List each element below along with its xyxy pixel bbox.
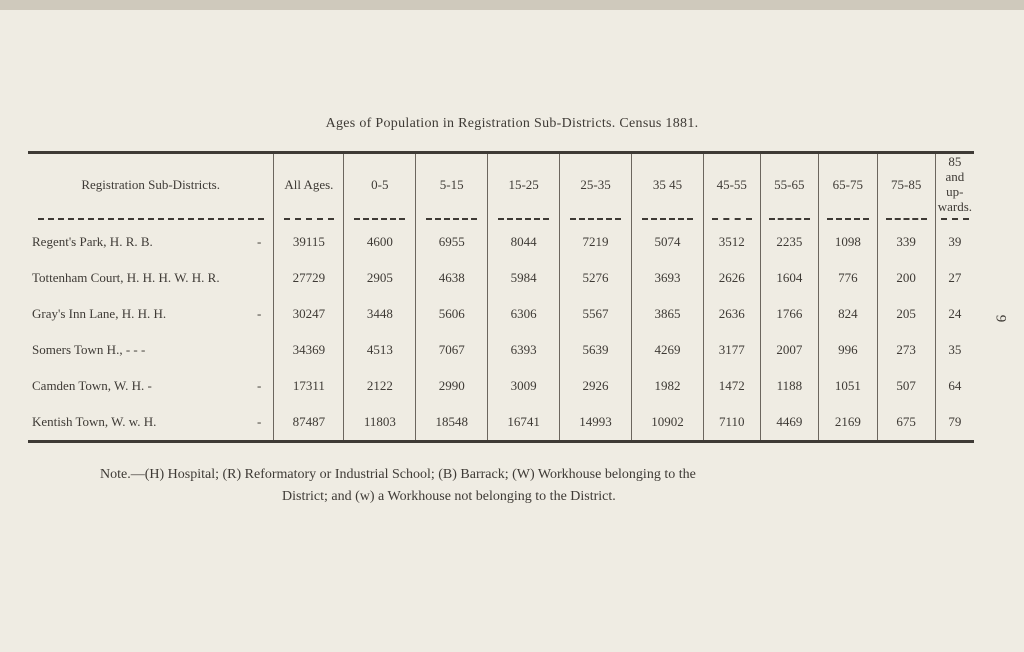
sub-district-name [28, 296, 274, 332]
table-cell: 4513 [344, 332, 416, 368]
table-title: Ages of Population in Registration Sub-Districts. Census 1881. [325, 116, 699, 131]
dash-rule [642, 218, 693, 220]
table-cell: 39115 [274, 224, 344, 260]
sub-district-label: Gray's Inn Lane, H. H. H. [32, 306, 167, 321]
header-age-0-5: 0-5 [344, 153, 416, 215]
leader-dash: - [257, 234, 262, 249]
table-cell: 507 [877, 368, 935, 404]
sub-district-name [28, 332, 274, 368]
table-cell: 8044 [488, 224, 560, 260]
table-cell: 11803 [344, 404, 416, 442]
sub-district-label: Kentish Town, W. w. H. [32, 414, 157, 429]
header-all-ages: All Ages. [274, 153, 344, 215]
dash-rule [426, 218, 477, 220]
table-cell: 1472 [703, 368, 760, 404]
dash-rule [941, 218, 969, 220]
table-cell: 776 [819, 260, 878, 296]
sub-district-label: Tottenham Court, H. H. H. W. H. R. [32, 270, 220, 285]
sub-district-name [28, 404, 274, 442]
table-cell: 7110 [703, 404, 760, 442]
table-cell: 4269 [631, 332, 703, 368]
leader-dash: - [257, 414, 262, 429]
table-cell: 24 [935, 296, 974, 332]
header-age-65-75: 65-75 [819, 153, 878, 215]
table-cell: 6393 [488, 332, 560, 368]
dash-rule [354, 218, 405, 220]
header-age-45-55: 45-55 [703, 153, 760, 215]
footnote-line-1: Note.—(H) Hospital; (R) Reformatory or Industrial School; (B) Barrack; (W) Workhouse belonging to the [100, 467, 696, 482]
table-cell: 2990 [416, 368, 488, 404]
header-age-55-65: 55-65 [760, 153, 819, 215]
table-cell: 205 [877, 296, 935, 332]
dash-rule [886, 218, 927, 220]
table-row [28, 224, 974, 260]
dash-rule [38, 218, 264, 220]
table-cell: 3009 [488, 368, 560, 404]
dash-rule [769, 218, 810, 220]
table-cell: 10902 [631, 404, 703, 442]
table-cell: 17311 [274, 368, 344, 404]
table-cell: 2122 [344, 368, 416, 404]
sub-district-label: Camden Town, W. H. - [32, 378, 152, 393]
leader-dash: - [257, 306, 262, 321]
table-cell: 200 [877, 260, 935, 296]
table-cell: 18548 [416, 404, 488, 442]
table-cell: 5984 [488, 260, 560, 296]
header-sub-district: Registration Sub-Districts. [28, 153, 274, 215]
table-cell: 2235 [760, 224, 819, 260]
dash-rule [570, 218, 621, 220]
dash-rule [827, 218, 868, 220]
table-cell: 27 [935, 260, 974, 296]
table-cell: 2169 [819, 404, 878, 442]
table-cell: 6306 [488, 296, 560, 332]
table-cell: 5074 [631, 224, 703, 260]
table-cell: 996 [819, 332, 878, 368]
header-age-35-45: 35 45 [631, 153, 703, 215]
table-cell: 5567 [560, 296, 632, 332]
table-cell: 1982 [631, 368, 703, 404]
table-cell: 27729 [274, 260, 344, 296]
table-row [28, 296, 974, 332]
table-cell: 5639 [560, 332, 632, 368]
table-cell: 2905 [344, 260, 416, 296]
table-cell: 2007 [760, 332, 819, 368]
table-cell: 4469 [760, 404, 819, 442]
table-cell: 87487 [274, 404, 344, 442]
table-cell: 4638 [416, 260, 488, 296]
table-cell: 39 [935, 224, 974, 260]
table-cell: 1188 [760, 368, 819, 404]
table-cell: 3512 [703, 224, 760, 260]
dash-rule [284, 218, 334, 220]
table-cell: 2636 [703, 296, 760, 332]
table-cell: 824 [819, 296, 878, 332]
table-cell: 5276 [560, 260, 632, 296]
table-cell: 2926 [560, 368, 632, 404]
table-row [28, 404, 974, 442]
table-cell: 3693 [631, 260, 703, 296]
table-cell: 1604 [760, 260, 819, 296]
table-cell: 4600 [344, 224, 416, 260]
dash-rule [498, 218, 549, 220]
sub-district-name [28, 368, 274, 404]
table-cell: 675 [877, 404, 935, 442]
page-top-band [0, 0, 1024, 10]
sub-district-name [28, 224, 274, 260]
table-cell: 1766 [760, 296, 819, 332]
table-cell: 3448 [344, 296, 416, 332]
table-body [28, 224, 974, 442]
table-cell: 339 [877, 224, 935, 260]
table-row [28, 368, 974, 404]
table-cell: 30247 [274, 296, 344, 332]
table-cell: 5606 [416, 296, 488, 332]
footnote [100, 464, 930, 508]
table-cell: 16741 [488, 404, 560, 442]
sub-district-name [28, 260, 274, 296]
table-cell: 64 [935, 368, 974, 404]
table-row [28, 260, 974, 296]
table-cell: 34369 [274, 332, 344, 368]
table-cell: 35 [935, 332, 974, 368]
table-cell: 3177 [703, 332, 760, 368]
footnote-line-2: District; and (w) a Workhouse not belonging to the District. [282, 489, 616, 504]
table-row [28, 332, 974, 368]
table-cell: 79 [935, 404, 974, 442]
sub-district-label: Regent's Park, H. R. B. [32, 234, 153, 249]
table-cell: 14993 [560, 404, 632, 442]
table-cell: 273 [877, 332, 935, 368]
table-cell: 7219 [560, 224, 632, 260]
header-age-75-85: 75-85 [877, 153, 935, 215]
table-cell: 7067 [416, 332, 488, 368]
page-number: 9 [992, 314, 1009, 323]
table-cell: 6955 [416, 224, 488, 260]
dash-rule-row [28, 214, 974, 224]
header-row [28, 153, 974, 215]
table-cell: 3865 [631, 296, 703, 332]
table-cell: 1098 [819, 224, 878, 260]
population-table [28, 151, 974, 443]
dash-rule [712, 218, 752, 220]
sub-district-label: Somers Town H., - - - [32, 342, 146, 357]
header-age-85-up: 85 and up-wards. [935, 153, 974, 215]
table-cell: 2626 [703, 260, 760, 296]
table-cell: 1051 [819, 368, 878, 404]
header-age-25-35: 25-35 [560, 153, 632, 215]
header-age-5-15: 5-15 [416, 153, 488, 215]
leader-dash: - [257, 378, 262, 393]
header-age-15-25: 15-25 [488, 153, 560, 215]
